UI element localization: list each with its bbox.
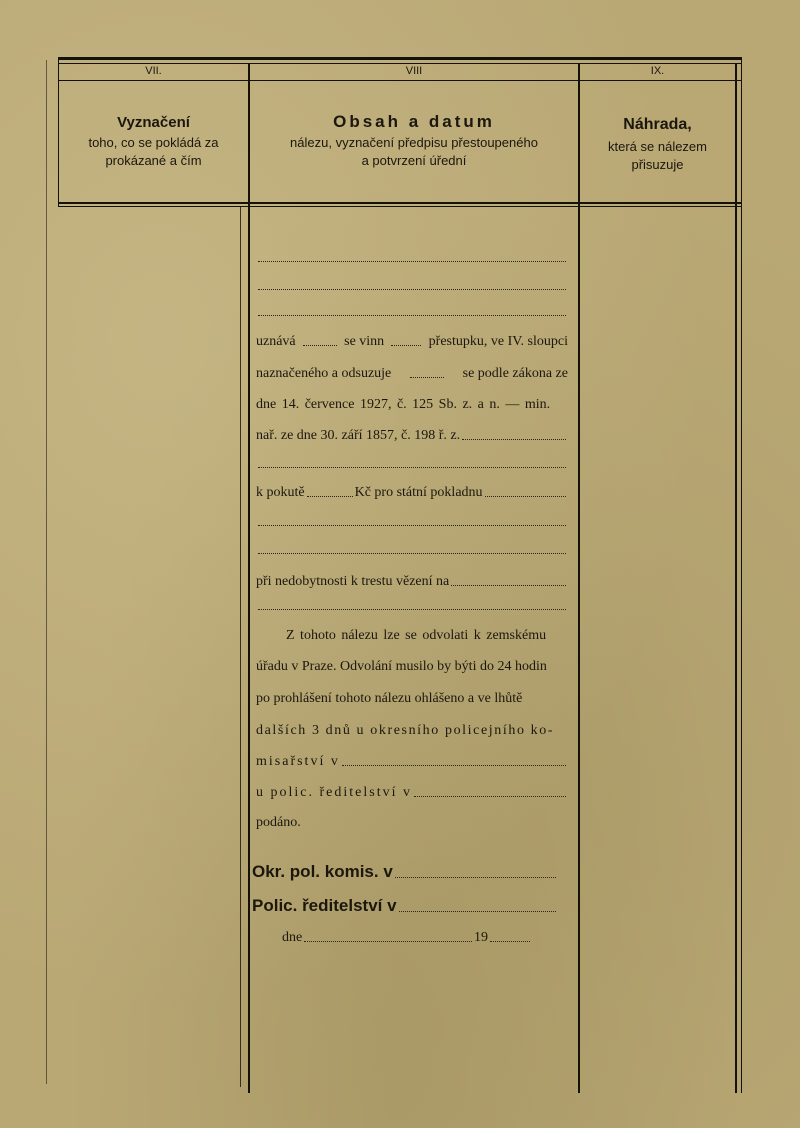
text-polic-reditelstvi: Polic. ředitelství v xyxy=(252,896,397,915)
right-edge-line-outer xyxy=(741,57,742,1093)
column-subtitle-ix-1: která se nálezem xyxy=(608,139,707,154)
column-number-ix: IX. xyxy=(650,65,665,77)
column-title-viii: Obsah a datum xyxy=(333,112,495,131)
column-subtitle-vii-2: prokázané a čím xyxy=(105,153,202,168)
text-nar: nař. ze dne 30. září 1857, č. 198 ř. z. xyxy=(256,428,461,443)
column-title-vii: Vyznačení xyxy=(117,114,190,131)
fill-polic-reditelstvi xyxy=(399,896,556,912)
fill-dne xyxy=(304,930,472,942)
column-subtitle-viii-1: nálezu, vyznačení předpisu přestoupeného xyxy=(290,135,538,150)
column-header-vii xyxy=(59,114,248,170)
fill-vinn xyxy=(391,334,421,346)
text-se-podle: se podle zákona ze xyxy=(462,366,568,381)
okr-pol-komis xyxy=(252,862,558,882)
column-divider-1b xyxy=(240,207,241,1087)
line-uznava xyxy=(256,334,568,350)
line-dne-zakona: dne 14. července 1927, č. 125 Sb. z. a n. — min. xyxy=(256,397,551,412)
top-border-outer xyxy=(58,57,742,60)
header-bottom-rule-2 xyxy=(58,206,742,207)
top-border-inner xyxy=(58,63,742,64)
blank-line-4 xyxy=(258,467,566,468)
text-okr-pol-komis: Okr. pol. komis. v xyxy=(252,862,393,881)
column-divider-1 xyxy=(248,63,250,1093)
line-dne-date xyxy=(282,930,532,946)
column-title-ix: Náhrada, xyxy=(623,116,692,133)
fill-year xyxy=(490,930,530,942)
blank-line-2 xyxy=(258,289,566,290)
appeal-line-4: dalších 3 dnů u okresního policejního ko- xyxy=(256,723,555,738)
appeal-line-1: Z tohoto nálezu lze se odvolati k zemskému xyxy=(286,628,547,643)
fill-misarstvi xyxy=(342,754,566,766)
header-bottom-rule xyxy=(58,202,742,204)
line-misarstvi xyxy=(256,754,568,770)
text-uznava: uznává xyxy=(256,334,296,349)
text-kc-pokladnu: Kč pro státní pokladnu xyxy=(354,485,483,500)
text-k-pokute: k pokutě xyxy=(256,485,305,500)
column-subtitle-ix-2: přisuzuje xyxy=(631,157,684,172)
blank-line-3 xyxy=(258,315,566,316)
blank-line-1 xyxy=(258,261,566,262)
fill-okr-pol-komis xyxy=(395,862,556,878)
column-subtitle-vii-1: toho, co se pokládá za xyxy=(88,135,219,150)
column-header-ix xyxy=(580,116,735,174)
fill-odsuzuje xyxy=(410,366,444,378)
appeal-line-3: po prohlášení tohoto nálezu ohlášeno a ve lhůtě xyxy=(256,691,523,706)
blank-line-5 xyxy=(258,525,566,526)
text-misarstvi: misařství v xyxy=(256,754,340,769)
column-number-vii: VII. xyxy=(145,65,162,77)
line-naznaceneho xyxy=(256,366,568,382)
column-divider-2 xyxy=(578,63,580,1093)
blank-line-7 xyxy=(258,609,566,610)
text-podano: podáno. xyxy=(256,815,301,830)
left-margin-line xyxy=(46,60,47,1084)
text-year: 19 xyxy=(474,930,488,945)
column-header-viii xyxy=(250,112,578,170)
fill-reditelstvi xyxy=(414,785,566,797)
text-reditelstvi: u polic. ředitelství v xyxy=(256,785,412,800)
appeal-line-2: úřadu v Praze. Odvolání musilo by býti do 24 hodin xyxy=(256,659,547,674)
line-reditelstvi xyxy=(256,785,568,801)
text-prestupku: přestupku, ve IV. sloupci xyxy=(428,334,568,349)
line-pokute xyxy=(256,485,568,501)
column-number-viii: VIII xyxy=(405,65,423,77)
text-dne: dne xyxy=(282,930,303,945)
text-se-vinn: se vinn xyxy=(344,334,385,349)
text-naznaceneho: naznačeného a odsuzuje xyxy=(256,366,392,381)
right-edge-line xyxy=(735,63,737,1093)
fill-pokute xyxy=(307,485,353,497)
fill-nedobytnosti xyxy=(451,574,566,586)
fill-uznava xyxy=(303,334,337,346)
column-subtitle-viii-2: a potvrzení úřední xyxy=(361,153,467,168)
line-nedobytnosti xyxy=(256,574,568,590)
text-nedobytnosti: při nedobytnosti k trestu vězení na xyxy=(256,574,450,589)
number-row-divider xyxy=(58,80,742,81)
polic-reditelstvi xyxy=(252,896,558,916)
fill-nar xyxy=(462,428,566,440)
fill-pokladnu xyxy=(485,485,566,497)
blank-line-6 xyxy=(258,553,566,554)
line-nar xyxy=(256,428,568,444)
